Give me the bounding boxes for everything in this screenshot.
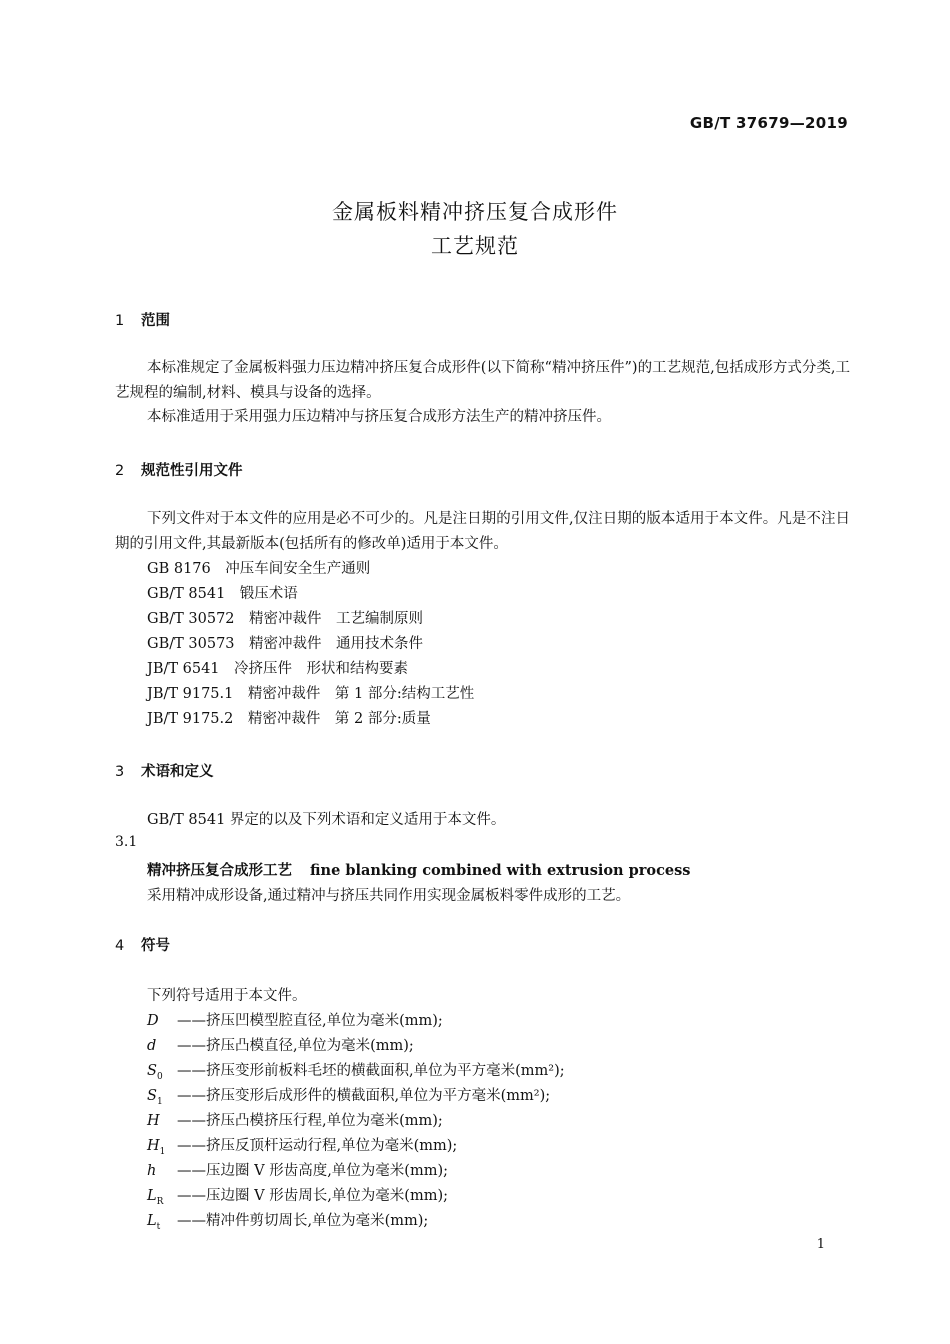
symbol-description: ——挤压凹模型腔直径,单位为毫米(mm); xyxy=(177,1013,443,1029)
term-english: fine blanking combined with extrusion process xyxy=(310,862,691,879)
symbol-description: ——挤压凸模挤压行程,单位为毫米(mm); xyxy=(177,1113,443,1129)
symbol: $L_t$ xyxy=(147,1213,161,1232)
document-title-line2: 工艺规范 xyxy=(431,234,519,258)
symbol-row xyxy=(147,1134,457,1157)
symbol-description: ——挤压变形后成形件的横截面积,单位为平方毫米(mm²); xyxy=(177,1088,551,1104)
reference-item: GB/T 30572 精密冲裁件 工艺编制原则 xyxy=(147,611,424,627)
symbol: h xyxy=(147,1163,157,1179)
section-number: 3 xyxy=(115,764,125,780)
reference-item: GB 8176 冲压车间安全生产通则 xyxy=(147,561,371,577)
reference-item: JB/T 6541 冷挤压件 形状和结构要素 xyxy=(147,661,409,677)
section-2-paragraph-1: 下列文件对于本文件的应用是必不可少的。凡是注日期的引用文件,仅注日期的版本适用于本文件。凡是不注日期的引用文件,其最新版本(包括所有的修改单)适用于本文件。 xyxy=(115,511,850,552)
symbol-row xyxy=(147,1109,443,1132)
section-1-paragraph-2: 本标准适用于采用强力压边精冲与挤压复合成形方法生产的精冲挤压件。 xyxy=(147,409,611,425)
standard-number: GB/T 37679—2019 xyxy=(689,114,848,132)
section-number: 4 xyxy=(115,938,125,954)
section-3-paragraph-1: GB/T 8541 界定的以及下列术语和定义适用于本文件。 xyxy=(147,812,506,828)
symbol: $S_0$ xyxy=(147,1063,163,1082)
section-title: 规范性引用文件 xyxy=(141,463,243,479)
symbol-row xyxy=(147,1009,443,1032)
symbol-description: ——挤压反顶杆运动行程,单位为毫米(mm); xyxy=(177,1138,458,1154)
symbol: $H_1$ xyxy=(147,1138,166,1157)
page-number: 1 xyxy=(816,1237,825,1252)
symbol: $L_R$ xyxy=(147,1188,164,1207)
section-title: 范围 xyxy=(141,313,170,329)
symbol-row xyxy=(147,1059,565,1082)
symbol-row xyxy=(147,1159,448,1182)
document-title-line1: 金属板料精冲挤压复合成形件 xyxy=(332,200,618,224)
section-title: 术语和定义 xyxy=(141,764,214,780)
symbol-row xyxy=(147,1084,550,1107)
section-number: 1 xyxy=(115,313,125,329)
symbol-description: ——精冲件剪切周长,单位为毫米(mm); xyxy=(177,1213,429,1229)
section-1-heading xyxy=(115,309,170,330)
section-4-paragraph-1: 下列符号适用于本文件。 xyxy=(147,988,307,1004)
reference-item: GB/T 30573 精密冲裁件 通用技术条件 xyxy=(147,636,424,652)
term-definition: 采用精冲成形设备,通过精冲与挤压共同作用实现金属板料零件成形的工艺。 xyxy=(147,888,631,904)
section-1-paragraph-1: 本标准规定了金属板料强力压边精冲挤压复合成形件(以下简称“精冲挤压件”)的工艺规范,包括成形方式分类,工艺规程的编制,材料、模具与设备的选择。 xyxy=(115,360,850,401)
symbol-description: ——压边圈 V 形齿周长,单位为毫米(mm); xyxy=(177,1188,448,1204)
reference-item: JB/T 9175.1 精密冲裁件 第 1 部分:结构工艺性 xyxy=(147,686,475,702)
subsection-number: 3.1 xyxy=(115,834,138,850)
section-4-heading xyxy=(115,934,170,955)
symbol-description: ——挤压凸模直径,单位为毫米(mm); xyxy=(177,1038,414,1054)
symbol-description: ——压边圈 V 形齿高度,单位为毫米(mm); xyxy=(177,1163,448,1179)
section-title: 符号 xyxy=(141,938,170,954)
symbol-row xyxy=(147,1034,414,1057)
symbol: d xyxy=(147,1038,157,1054)
term-chinese: 精冲挤压复合成形工艺 xyxy=(147,863,292,879)
symbol-description: ——挤压变形前板料毛坯的横截面积,单位为平方毫米(mm²); xyxy=(177,1063,565,1079)
term-entry xyxy=(147,859,690,880)
section-3-heading xyxy=(115,760,214,781)
symbol-row xyxy=(147,1184,448,1207)
symbol: D xyxy=(147,1013,159,1029)
section-number: 2 xyxy=(115,463,125,479)
reference-item: GB/T 8541 锻压术语 xyxy=(147,586,298,602)
symbol: H xyxy=(147,1113,160,1129)
symbol: $S_1$ xyxy=(147,1088,163,1107)
symbol-row xyxy=(147,1209,428,1232)
reference-item: JB/T 9175.2 精密冲裁件 第 2 部分:质量 xyxy=(147,711,431,727)
section-2-heading xyxy=(115,459,243,480)
